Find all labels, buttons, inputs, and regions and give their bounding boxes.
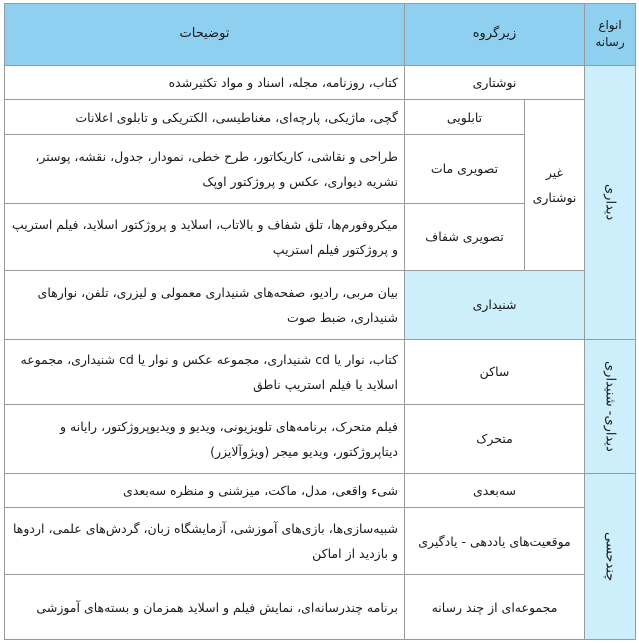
description-cell: شبیه‌سازی‌ها، بازی‌های آموزشی، آزمایشگاه زبان، گردش‌های علمی، اردوها و بازدید از اماکن (5, 508, 405, 575)
description-cell: شیء واقعی، مدل، ماکت، میزشنی و منظره سه‌بعدی (5, 473, 405, 507)
subgroup-cell: ساکن (405, 339, 585, 404)
group-visual: دیداری (585, 65, 636, 339)
subgroup-cell: تصویری مات (405, 134, 525, 203)
group-audiovisual: دیداری- شنیداری (585, 339, 636, 473)
table-row (5, 270, 636, 339)
media-types-table (4, 3, 636, 640)
header-media-types: انواع رسانه (585, 4, 636, 66)
description-cell: کتاب، نوار یا cd شنیداری، مجموعه عکس و نوار یا cd شنیداری، مجموعه اسلاید یا فیلم استریپ ناطق (5, 339, 405, 404)
description-cell: بیان مربی، رادیو، صفحه‌های شنیداری معمولی و لیزری، تلفن، نوارهای شنیداری، ضبط صوت (5, 270, 405, 339)
subgroup-cell: تصویری شفاف (405, 203, 525, 270)
header-descriptions: توضیحات (5, 4, 405, 66)
subgroup-non-written: غیر نوشتاری (525, 100, 585, 270)
header-subgroup: زیرگروه (405, 4, 585, 66)
subgroup-cell: مجموعه‌ای از چند رسانه (405, 575, 585, 640)
subgroup-cell: تابلویی (405, 100, 525, 134)
table-row (5, 575, 636, 640)
subgroup-cell: نوشتاری (405, 65, 585, 99)
subgroup-cell: موقعیت‌های یاددهی - یادگیری (405, 508, 585, 575)
description-cell: طراحی و نقاشی، کاریکاتور، طرح خطی، نمودار، جدول، نقشه، پوستر، نشریه دیواری، عکس و پروژکتور اوپک (5, 134, 405, 203)
description-cell: گچی، ماژیکی، پارچه‌ای، مغناطیسی، الکتریکی و تابلوی اعلانات (5, 100, 405, 134)
table-row (5, 473, 636, 507)
group-auditory: شنیداری (405, 270, 585, 339)
subgroup-cell: سه‌بعدی (405, 473, 585, 507)
header-row (5, 4, 636, 66)
subgroup-cell: متحرک (405, 404, 585, 473)
group-multisensory: چندحسی (585, 473, 636, 639)
table-row (5, 100, 636, 134)
table-row (5, 339, 636, 404)
description-cell: برنامه چندرسانه‌ای، نمایش فیلم و اسلاید همزمان و بسته‌های آموزشی (5, 575, 405, 640)
description-cell: فیلم متحرک، برنامه‌های تلویزیونی، ویدیو و ویدیوپروژکتور، رایانه و دیتاپروژکتور، ویدیو میجر (ویژوآلایزر) (5, 404, 405, 473)
description-cell: میکروفورم‌ها، تلق شفاف و بالاتاب، اسلاید و پروژکتور اسلاید، فیلم استریپ و پروژکتور فیلم استریپ (5, 203, 405, 270)
table-row (5, 508, 636, 575)
table-row (5, 65, 636, 99)
table-row (5, 404, 636, 473)
description-cell: کتاب، روزنامه، مجله، اسناد و مواد تکثیرشده (5, 65, 405, 99)
